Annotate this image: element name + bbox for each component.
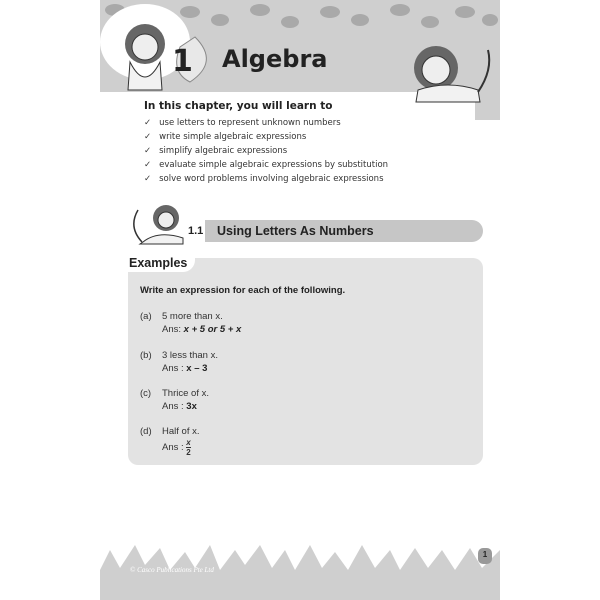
learn-item [144,118,341,128]
example-question: 3 less than x. [162,350,218,361]
check-icon: ✓ [144,132,152,142]
chapter-title: Algebra [222,45,328,73]
example-question: Half of x. [162,426,200,437]
learn-item [144,160,388,170]
section-title: Using Letters As Numbers [217,224,374,238]
example-tag: (c) [140,388,152,399]
learn-item-text: simplify algebraic expressions [159,146,288,156]
fraction-answer [186,438,190,457]
answer-label: Ans : [162,363,184,374]
lion-lying-icon [408,40,498,105]
check-icon: ✓ [144,160,152,170]
example-question: Thrice of x. [162,388,209,399]
chapter-number: 1 [172,44,193,79]
fraction-denominator: 2 [186,448,191,457]
check-icon: ✓ [144,174,152,184]
example-question: 5 more than x. [162,311,223,322]
answer-label: Ans: [162,324,182,335]
example-tag: (d) [140,426,152,437]
example-answer: x + 5 or 5 + x [183,324,242,335]
lion-small-icon [128,202,188,246]
check-icon: ✓ [144,146,152,156]
copyright-text: © Casco Publications Pte Ltd [130,566,214,574]
learn-item [144,146,287,156]
learn-item-text: evaluate simple algebraic expressions by substitution [159,160,389,170]
example-tag: (a) [140,311,152,322]
answer-label: Ans : [162,401,184,412]
fraction-numerator: x [186,438,191,447]
learn-item [144,174,384,184]
page-number: 1 [478,548,492,564]
examples-label: Examples [124,254,195,272]
learn-item-text: solve word problems involving algebraic expressions [159,174,384,184]
lion-sitting-icon [100,2,210,92]
example-tag: (b) [140,350,152,361]
section-number: 1.1 [188,225,204,237]
learn-heading: In this chapter, you will learn to [144,100,333,112]
examples-instruction: Write an expression for each of the following. [140,285,346,296]
learn-item-text: use letters to represent unknown numbers [159,118,341,128]
answer-label: Ans : [162,442,184,454]
example-answer: 3x [186,401,197,412]
check-icon: ✓ [144,118,152,128]
example-answer: x – 3 [186,363,208,374]
learn-item-text: write simple algebraic expressions [159,132,307,142]
learn-item [144,132,306,142]
